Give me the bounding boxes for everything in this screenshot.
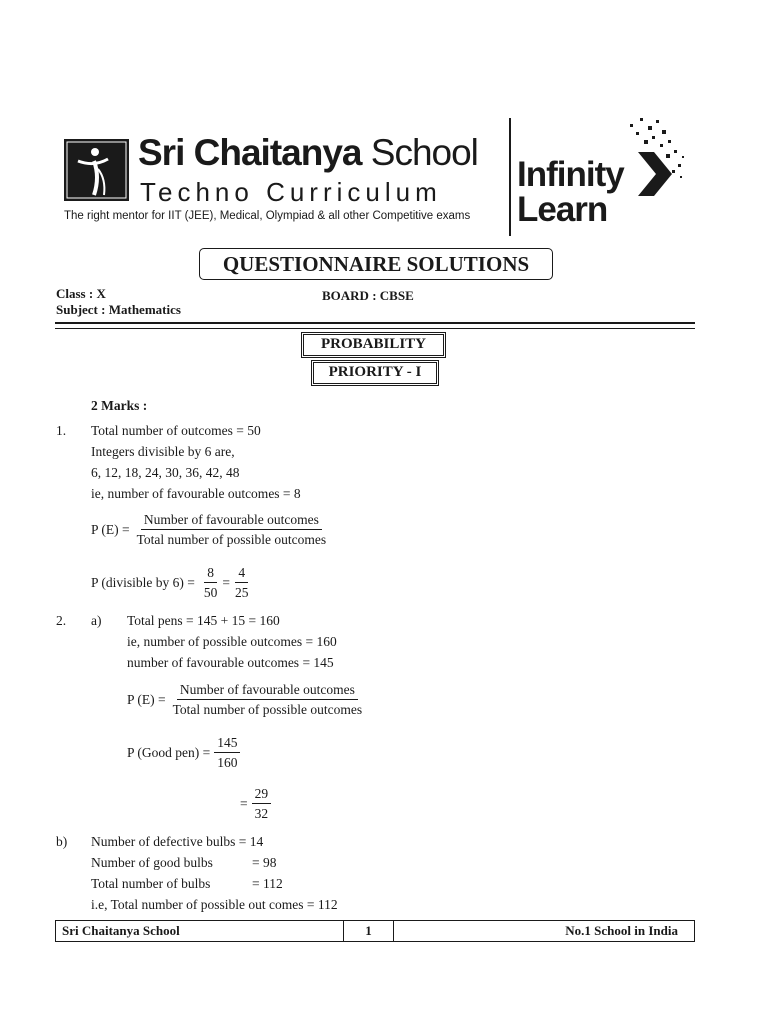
part-b-label: b) [56, 834, 68, 849]
school-logo [64, 139, 129, 201]
q2-line-2: ie, number of possible outcomes = 160 [127, 634, 337, 649]
footer-school-name: Sri Chaitanya School [56, 921, 344, 941]
fraction-numerator: 145 [214, 735, 240, 753]
board-label: BOARD : CBSE [322, 288, 414, 303]
partner-logo-line2: Learn [517, 190, 608, 229]
partner-logo-line1: Infinity [517, 155, 624, 194]
fraction-denominator: 160 [217, 755, 238, 770]
q2-part-a-label: a) [91, 613, 102, 628]
q1-line-1: Total number of outcomes = 50 [91, 423, 261, 438]
formula-fraction [134, 512, 330, 548]
question-number: 2. [56, 613, 67, 628]
b-line-3-value: = 112 [252, 876, 283, 891]
fraction-denominator: 50 [203, 585, 218, 600]
formula-lhs: P (E) = [91, 522, 130, 537]
b-line-2-value: = 98 [252, 855, 277, 870]
q1-probability-result [91, 565, 252, 601]
school-name-light: School [361, 132, 478, 173]
fraction-numerator: 4 [235, 565, 248, 583]
chevron-arrow-icon [610, 112, 690, 202]
result-fraction [214, 735, 240, 771]
chapter-title: PROBABILITY [303, 334, 444, 356]
formula-fraction [170, 682, 366, 718]
q1-line-3: 6, 12, 18, 24, 30, 36, 42, 48 [91, 465, 240, 480]
equals-sign: = [240, 796, 248, 811]
result-fraction-2 [232, 565, 252, 601]
section-heading: 2 Marks : [91, 398, 148, 413]
q1-line-4: ie, number of favourable outcomes = 8 [91, 486, 301, 501]
b-line-2-label: Number of good bulbs [91, 855, 213, 870]
fraction-denominator: 32 [254, 806, 269, 821]
fraction-numerator: Number of favourable outcomes [177, 682, 358, 700]
question-number: 1. [56, 423, 67, 438]
simplified-fraction [252, 786, 272, 822]
subject-label: Subject : Mathematics [56, 302, 181, 317]
header-divider [509, 118, 511, 236]
fraction-denominator: 25 [235, 585, 249, 600]
school-name [138, 132, 478, 174]
class-label: Class : X [56, 286, 106, 301]
q1-line-2: Integers divisible by 6 are, [91, 444, 235, 459]
torch-figure-icon [64, 139, 129, 201]
formula-lhs: P (E) = [127, 692, 166, 707]
q2-line-1: Total pens = 145 + 15 = 160 [127, 613, 280, 628]
b-line-3-label: Total number of bulbs [91, 876, 211, 891]
b-line-1: Number of defective bulbs = 14 [91, 834, 264, 849]
priority-label: PRIORITY - I [313, 362, 437, 384]
q2-probability-good-pen [127, 735, 240, 771]
footer-slogan: No.1 School in India [565, 923, 678, 938]
formula-lhs: P (Good pen) = [127, 745, 211, 760]
header-rule-thick [55, 322, 695, 324]
formula-lhs: P (divisible by 6) = [91, 575, 195, 590]
q2-simplified-result [240, 786, 271, 822]
fraction-numerator: 8 [204, 565, 217, 583]
page-footer [55, 920, 695, 942]
header-rule-thin [55, 328, 695, 329]
school-tagline: The right mentor for IIT (JEE), Medical, Olympiad & all other Competitive exams [64, 210, 471, 222]
fraction-denominator: Total number of possible outcomes [172, 702, 363, 717]
q1-probability-formula [91, 512, 329, 548]
q2-line-3: number of favourable outcomes = 145 [127, 655, 334, 670]
fraction-numerator: Number of favourable outcomes [141, 512, 322, 530]
equals-sign: = [222, 575, 230, 590]
fraction-denominator: Total number of possible outcomes [136, 532, 327, 547]
school-subtitle: Techno Curriculum [140, 177, 442, 207]
fraction-numerator: 29 [252, 786, 272, 804]
school-name-bold: Sri Chaitanya [138, 132, 362, 173]
b-line-4: i.e, Total number of possible out comes = 112 [91, 897, 338, 912]
document-title: QUESTIONNAIRE SOLUTIONS [199, 248, 553, 280]
result-fraction-1 [201, 565, 221, 601]
q2-probability-formula [127, 682, 365, 718]
page-number: 1 [344, 921, 394, 941]
